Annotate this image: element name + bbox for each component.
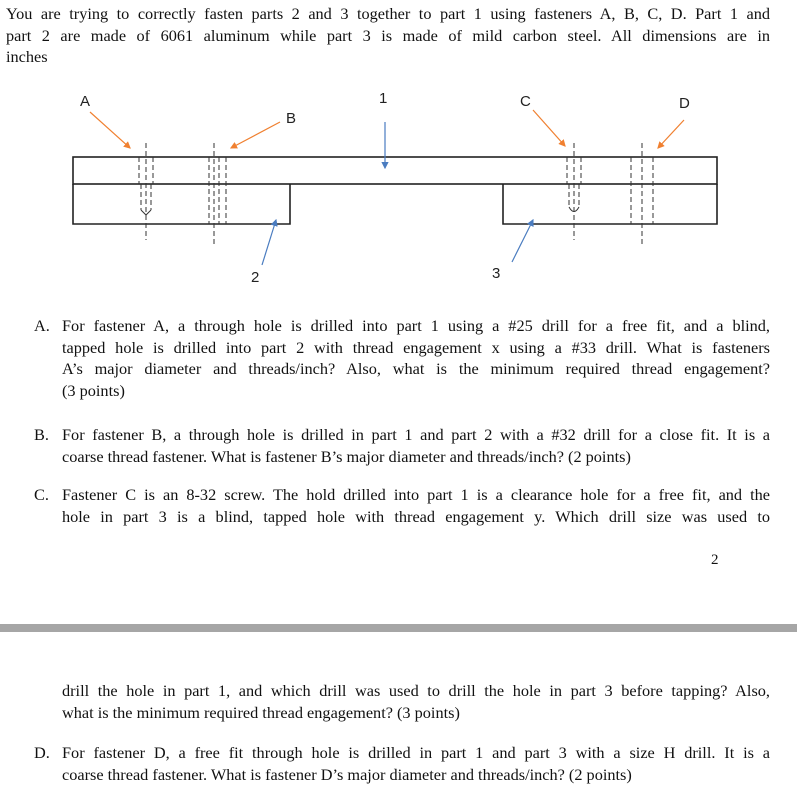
label-d: D (679, 95, 690, 112)
arrow-b (231, 122, 280, 148)
label-2: 2 (251, 269, 260, 286)
label-3: 3 (492, 265, 501, 282)
question-label: C. (34, 485, 49, 504)
arrow-c (533, 110, 565, 146)
assembly-diagram (0, 0, 797, 300)
question-line: tapped hole is drilled into part 2 with thread engagement x using a #33 drill. What is fasteners (62, 337, 770, 357)
arrow-2 (262, 220, 276, 265)
part-3 (503, 184, 717, 224)
page-number: 2 (711, 552, 719, 568)
question-b (34, 424, 770, 467)
question-c (34, 484, 770, 527)
arrow-a (90, 112, 130, 148)
intro-line: inches (6, 47, 48, 67)
label-c: C (520, 93, 531, 110)
question-line: A’s major diameter and threads/inch? Also, what is the minimum required thread engagement? (62, 359, 770, 379)
question-line: drill the hole in part 1, and which drill was used to drill the hole in part 3 before tapping? Also, (62, 681, 770, 700)
arrow-3 (512, 220, 533, 262)
label-a: A (80, 93, 91, 110)
arrow-d (658, 120, 684, 148)
question-line: what is the minimum required thread engagement? (3 points) (62, 702, 460, 722)
question-line: coarse thread fastener. What is fastener B’s major diameter and threads/inch? (2 points) (62, 446, 631, 466)
label-1: 1 (379, 90, 388, 107)
intro-line: You are trying to correctly fasten parts 2 and 3 together to part 1 using fasteners A, B, C, D. Part 1 and (6, 4, 770, 23)
question-line: For fastener A, a through hole is drilled into part 1 using a #25 drill for a free fit, and a blind, (62, 316, 770, 335)
question-d (34, 742, 770, 785)
question-a (34, 315, 770, 401)
intro-line: part 2 are made of 6061 aluminum while part 3 is made of mild carbon steel. All dimensions are in (6, 25, 770, 45)
question-line: coarse thread fastener. What is fastener D’s major diameter and threads/inch? (2 points) (62, 764, 632, 784)
question-label: A. (34, 316, 50, 335)
part-1 (73, 157, 717, 184)
label-b: B (286, 110, 297, 127)
question-label: B. (34, 425, 49, 444)
question-line: For fastener D, a free fit through hole is drilled in part 1 and part 3 with a size H drill. It is a (62, 743, 770, 762)
question-label: D. (34, 743, 50, 762)
question-line: (3 points) (62, 380, 125, 400)
question-c-continued (62, 680, 770, 723)
question-line: For fastener B, a through hole is drilled in part 1 and part 2 with a #32 drill for a close fit. It is a (62, 425, 770, 444)
question-line: Fastener C is an 8-32 screw. The hold drilled into part 1 is a clearance hole for a free fit, and the (62, 485, 770, 504)
page-divider (0, 624, 797, 632)
part-2 (73, 184, 290, 224)
question-line: hole in part 3 is a blind, tapped hole with thread engagement y. Which drill size was used to (62, 506, 770, 526)
